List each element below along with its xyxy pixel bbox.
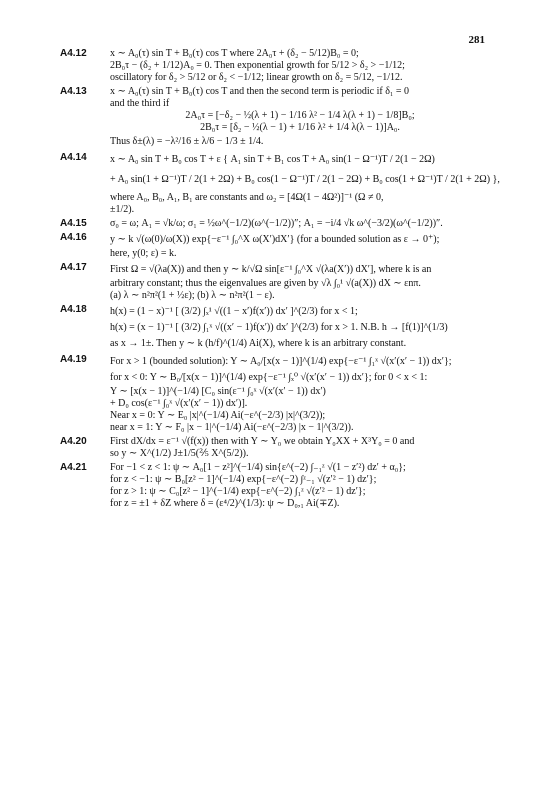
answer-line: x ∼ A₀ sin T + B₀ cos T + ε { A₁ sin T + B₁ cos T + A₀ sin(1 − Ω⁻¹)T / 2(1 − 2Ω) [110, 154, 435, 165]
answer-line: σ₀ = ω; A₁ = √k/ω; σ₁ = ½ω^(−1/2)(ω^(−1/2))″; A₁ = −i/4 √k ω^(−3/2)(ω^(−1/2))″. [110, 218, 443, 229]
answer-line: for z = ±1 + δZ where δ = (ε⁴/2)^(1/3): ψ ∼ D₀,₁ Ai(∓Z). [110, 498, 340, 509]
answer-line: here, y(0; ε) = k. [110, 248, 177, 259]
answer-a4-19 [60, 354, 490, 434]
equation: 2B₀τ = [δ₂ − ½(λ − 1) + 1/16 λ² + 1/4 λ(λ − 1)]A₀. [200, 122, 400, 133]
answer-line: ±1/2). [110, 204, 135, 215]
answer-a4-14 [60, 152, 500, 216]
answer-label: A4.16 [60, 232, 87, 243]
answer-a4-16 [60, 232, 490, 260]
answer-line: Thus δ±(λ) = −λ²/16 ± λ/6 − 1/3 ± 1/4. [110, 136, 264, 147]
answer-a4-15 [60, 218, 490, 230]
answer-a4-20 [60, 436, 490, 460]
answer-line: as x → 1±. Then y ∼ k (h/f)^(1/4) Ai(X), where k is an arbitrary constant. [110, 338, 407, 349]
answer-line: First Ω = √(λa(X)) and then y ∼ k/√Ω sin[ε⁻¹ ∫₀^X √(λa(X′)) dX′], where k is an [110, 264, 432, 275]
answer-line: Near x = 0: Y ∼ E₀ |x|^(−1/4) Ai(−ε^(−2/3) |x|^(3/2)); [110, 410, 326, 421]
answer-label: A4.13 [60, 86, 87, 97]
answer-label: A4.12 [60, 48, 87, 59]
answer-line: y ∼ k √(ω(0)/ω(X)) exp{−ε⁻¹ ∫₀^X ω(X′)dX′} (for a bounded solution as ε → 0⁺); [110, 234, 440, 245]
equation: + A₀ sin(1 + Ω⁻¹)T / 2(1 + 2Ω) + B₀ cos(1 − Ω⁻¹)T / 2(1 − 2Ω) + B₀ cos(1 + Ω⁻¹)T / 2(1 + 2Ω) }, [110, 174, 500, 185]
answer-label: A4.14 [60, 152, 87, 163]
answer-line: h(x) = (x − 1)⁻¹ [ (3/2) ∫₁ˣ √((x′ − 1)f(x′)) dx′ ]^(2/3) for x > 1. N.B. h → [f(1)]^(1/3) [110, 322, 448, 333]
answer-line: Y ∼ [x(x − 1)]^(−1/4) [C₀ sin(ε⁻¹ ∫₀ˣ √(x′(x′ − 1)) dx′) [110, 386, 326, 397]
answer-a4-21 [60, 462, 490, 510]
answer-line: and the third if [110, 98, 170, 109]
answer-line: near x = 1: Y ∼ F₀ |x − 1|^(−1/4) Ai(−ε^(−2/3) |x − 1|^(3/2)). [110, 422, 354, 433]
answer-line: + D₀ cos(ε⁻¹ ∫₀ˣ √(x′(x′ − 1)) dx′)]. [110, 398, 248, 409]
answer-line: x ∼ A₀(τ) sin T + B₀(τ) cos T where 2A₀τ + (δ₂ − 5/12)B₀ = 0; [110, 48, 359, 59]
answer-line: For −1 < z < 1: ψ ∼ A₀[1 − z²]^(−1/4) sin{ε^(−2) ∫₋₁ᶻ √(1 − z′²) dz′ + α₀}; [110, 462, 406, 473]
equation: 2A₀τ = [−δ₂ − ½(λ + 1) − 1/16 λ² − 1/4 λ(λ + 1) − 1/8]B₀; [185, 110, 415, 121]
answer-line: For x > 1 (bounded solution): Y ∼ A₀/[x(x − 1)]^(1/4) exp{−ε⁻¹ ∫₁ˣ √(x′(x′ − 1)) dx′}; [110, 356, 452, 367]
answer-line: arbitrary constant; thus the eigenvalues are given by √λ ∫₀¹ √(a(X)) dX ∼ εnπ. [110, 278, 421, 289]
answer-a4-18 [60, 304, 490, 352]
answers-list [60, 48, 500, 512]
answer-label: A4.19 [60, 354, 87, 365]
answer-line: First dX/dx = ε⁻¹ √(f(x)) then with Y ∼ Y₀ we obtain Y₀XX + X³Y₀ = 0 and [110, 436, 415, 447]
answer-line: oscillatory for δ₂ > 5/12 or δ₂ < −1/12; linear growth on δ₂ = 5/12, −1/12. [110, 72, 403, 83]
answer-line: 2B₀τ − (δ₂ + 1/12)A₀ = 0. Then exponential growth for 5/12 > δ₂ > −1/12; [110, 60, 405, 71]
answer-line: so y ∼ X^(1/2) J±1/5(⅖ X^(5/2)). [110, 448, 249, 459]
answer-line: for z < −1: ψ ∼ B₀[z² − 1]^(−1/4) exp{−ε^(−2) ∫ᶻ₋₁ √(z′² − 1) dz′}; [110, 474, 377, 485]
page-number: 281 [468, 34, 485, 46]
answer-line: h(x) = (1 − x)⁻¹ [ (3/2) ∫ₓ¹ √((1 − x′)f(x′)) dx′ ]^(2/3) for x < 1; [110, 306, 358, 317]
answer-label: A4.17 [60, 262, 87, 273]
answer-label: A4.15 [60, 218, 87, 229]
answer-label: A4.18 [60, 304, 87, 315]
answer-label: A4.21 [60, 462, 87, 473]
answer-line: x ∼ A₀(τ) sin T + B₀(τ) cos T and then the second term is periodic if δ₁ = 0 [110, 86, 410, 97]
answer-a4-17 [60, 262, 490, 302]
answer-line: for x < 0: Y ∼ B₀/[x(x − 1)]^(1/4) exp{−ε⁻¹ ∫ₓ⁰ √(x′(x′ − 1)) dx′}; for 0 < x < 1: [110, 372, 428, 383]
answer-line: where A₀, B₀, A₁, B₁ are constants and ω₂ = [4Ω(1 − 4Ω²)]⁻¹ (Ω ≠ 0, [110, 192, 384, 203]
answer-label: A4.20 [60, 436, 87, 447]
answer-line: for z > 1: ψ ∼ C₀[z² − 1]^(−1/4) exp{−ε^(−2) ∫₁ᶻ √(z′² − 1) dz′}; [110, 486, 366, 497]
answer-line: (a) λ ∼ n²π²(1 + ½ε); (b) λ ∼ n²π²(1 − ε). [110, 290, 275, 301]
answer-a4-13 [60, 86, 490, 150]
answer-a4-12 [60, 48, 490, 84]
